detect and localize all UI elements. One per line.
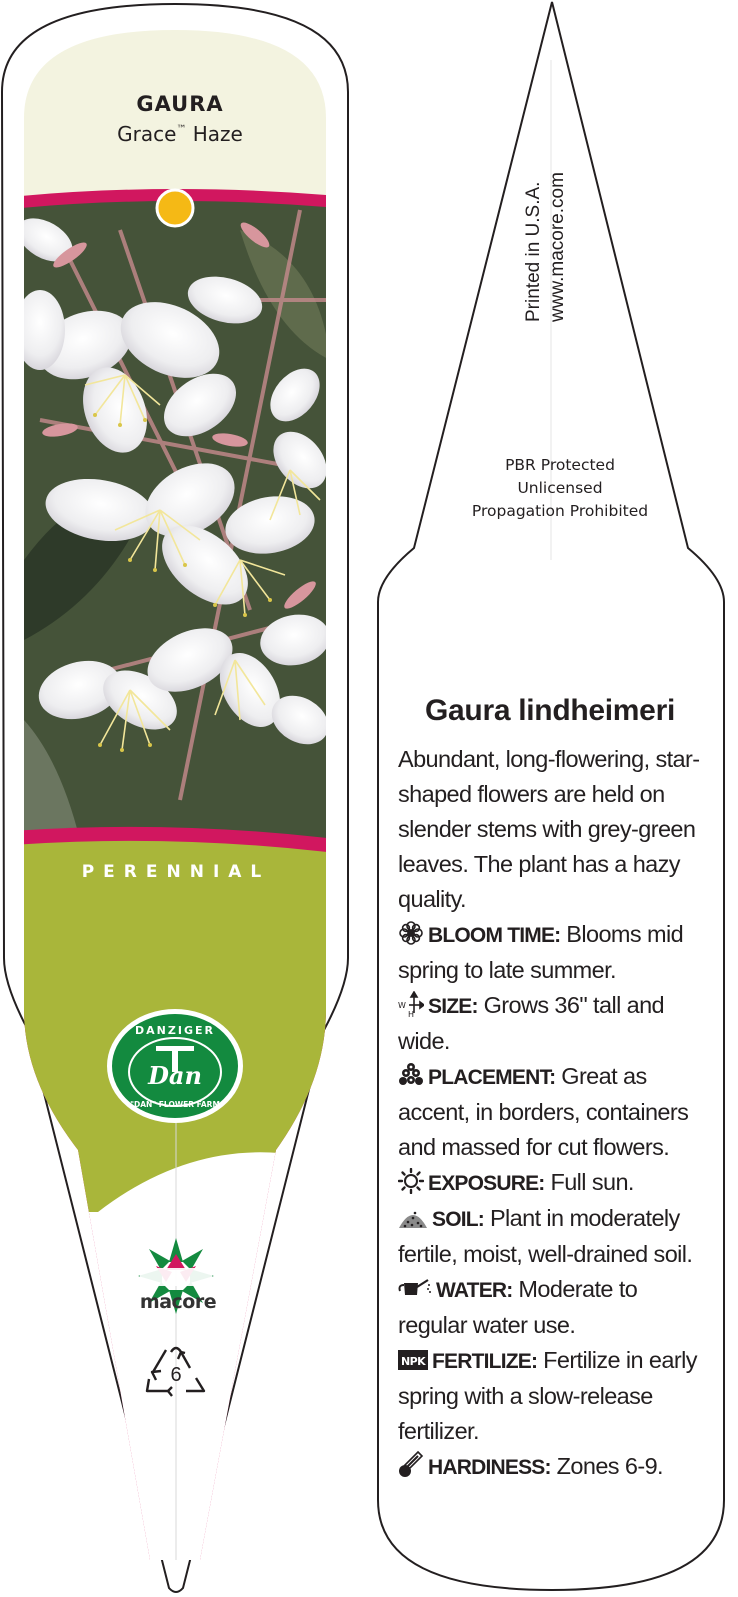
printing-info [522,92,582,322]
watering-can-icon [398,1275,432,1301]
color-dot-icon [157,190,193,226]
thermometer-icon [398,1450,424,1478]
attr-text: Great as accent, in borders, containers and massed for cut flowers. [398,1063,689,1160]
pbr-notice [440,454,680,523]
attr-label: FERTILIZE: [432,1350,538,1373]
bloom-time-row [398,917,708,988]
attr-text: Blooms mid spring to late summer. [398,921,684,983]
cultivar-suffix: Haze [192,122,243,146]
exposure-row [398,1165,708,1201]
gaura-flower-photo [0,196,360,846]
website-text: www.macore.com [547,172,568,322]
attr-label: HARDINESS: [428,1456,551,1479]
attr-text: Full sun. [550,1169,634,1195]
soil-icon [398,1204,428,1230]
attr-label: SIZE: [428,995,478,1018]
genus-name: GAURA [136,92,224,116]
placement-row [398,1059,708,1165]
npk-icon [398,1348,428,1372]
fertilize-row [398,1343,708,1449]
attr-text: Grows 36" tall and wide. [398,992,665,1054]
sun-icon [398,1168,424,1194]
soil-row [398,1201,708,1272]
front-tag [0,0,360,1597]
pbr-line: Propagation Prohibited [471,502,649,520]
plant-info [398,742,708,1485]
plant-name-heading [70,92,290,148]
attr-label: EXPOSURE: [428,1172,545,1195]
danziger-tagline: "DAN" FLOWER FARM [130,1100,220,1109]
macore-brand-name: macore [139,1291,217,1313]
attr-label: PLACEMENT: [428,1066,556,1089]
pbr-line: Unlicensed [517,479,603,497]
placement-icon [398,1062,424,1088]
species-name: Gaura lindheimeri [425,694,675,727]
flower-icon [398,920,424,946]
attr-text: Moderate to regular water use. [398,1276,638,1338]
hardiness-row [398,1449,708,1485]
attr-text: Plant in moderately fertile, moist, well-drained soil. [398,1205,693,1267]
svg-text:NPK: NPK [401,1355,425,1368]
cultivar-name-text: Grace [117,122,177,146]
attr-label: SOIL: [432,1208,484,1231]
printed-in-text: Printed in U.S.A. [523,181,544,322]
water-row [398,1272,708,1343]
size-icon [398,991,424,1017]
recycle-code: 6 [170,1364,182,1386]
svg-text:H: H [408,1010,414,1017]
attr-text: Zones 6-9. [556,1453,663,1479]
plant-description: Abundant, long-flowering, star-shaped flowers are held on slender stems with grey-green leaves. The plant has a hazy quality. [398,746,700,912]
attr-label: BLOOM TIME: [428,924,561,947]
pbr-line: PBR Protected [505,456,615,474]
danziger-arc-text: DANZIGER [135,1024,215,1037]
attr-text: Fertilize in early spring with a slow-release fertilizer. [398,1347,697,1444]
trademark-symbol: ™ [176,124,187,135]
cultivar-name [70,116,290,148]
svg-text:W: W [398,1001,406,1010]
category-label: PERENNIAL [81,862,271,882]
size-row [398,988,708,1059]
attr-label: WATER: [436,1279,513,1302]
danziger-monogram: Dan [148,1061,202,1090]
